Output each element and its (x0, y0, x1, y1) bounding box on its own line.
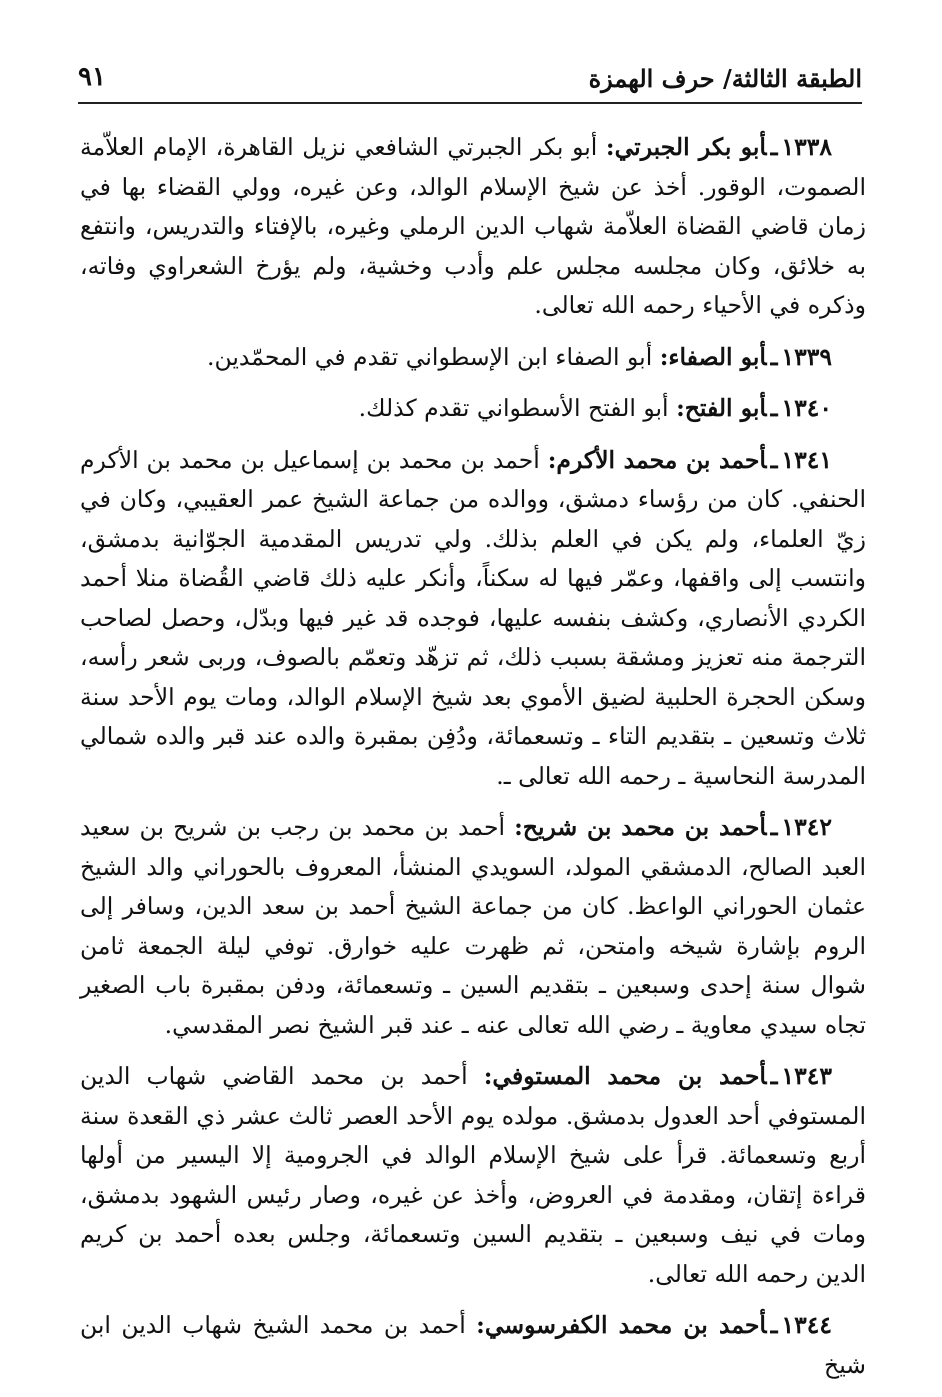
entry-number: ١٣٣٨ (781, 133, 832, 161)
entry-number: ١٣٤٣ (781, 1062, 832, 1090)
entry-text: أحمد بن محمد بن إسماعيل بن محمد بن الأكرم الحنفي. كان من رؤساء دمشق، ووالده من جماعة الشيخ عمر العقيبي، وكان في زيّ العلماء، ولم يكن في العلم بذلك. ولي تدريس المقدمية الجوّانية بدمشق، وانتسب إلى واقفها، وعمّر فيها له سكناً، وأنكر عليه ذلك قاضي القُضاة منلا أحمد الكردي الأنصاري، وكشف بنفسه عليها، فوجده قد غير فيها وبدّل، وحصل لصاحب الترجمة منه تعزيز ومشقة بسبب ذلك، ثم تزهّد وتعمّم بالصوف، وربى شعر رأسه، وسكن الحجرة الحلبية لضيق الأموي بعد شيخ الإسلام الوالد، ومات يوم الأحد سنة ثلاث وتسعين ـ بتقديم التاء ـ وتسعمائة، ودُفِن بمقبرة والده عند قبر والده شمالي المدرسة النحاسية ـ رحمه الله تعالى ـ. (80, 445, 866, 790)
biography-entry: ١٣٤٤ـأحمد بن محمد الكفرسوسي: أحمد بن محمد الشيخ شهاب الدين ابن شيخ (80, 1311, 866, 1379)
entry-text: أبو بكر الجبرتي الشافعي نزيل القاهرة، الإمام العلاّمة الصموت، الوقور. أخذ عن شيخ الإسلام الوالد، وعن غيره، وولي القضاء بها في زمان قاضي القضاة العلاّمة شهاب الدين الرملي وغيره، بالإفتاء والتدريس، وانتفع به خلائق، وكان مجلسه مجلس علم وأدب وخشية، ولم يؤرخ الشعراوي وفاته، وذكره في الأحياء رحمه الله تعالى. (80, 133, 866, 319)
entry-name: أبو الصفاء: (659, 342, 767, 371)
entry-number: ١٣٣٩ (781, 342, 832, 371)
entry-text: أبو الفتح الأسطواني تقدم كذلك. (358, 394, 669, 422)
entry-text: أحمد بن محمد الشيخ شهاب الدين ابن شيخ (80, 1311, 866, 1379)
entry-text: أبو الصفاء ابن الإسطواني تقدم في المحمّدين. (207, 342, 653, 371)
entry-name: أحمد بن محمد الأكرم: (547, 445, 767, 474)
entry-name: أحمد بن محمد المستوفي: (483, 1062, 767, 1090)
entry-name: أحمد بن محمد بن شريح: (514, 813, 767, 841)
running-title: الطبقة الثالثة/ حرف الهمزة (588, 64, 862, 93)
entry-name: أبو الفتح: (676, 394, 767, 422)
biography-entry: ١٣٤٢ـأحمد بن محمد بن شريح: أحمد بن محمد بن رجب بن شريح بن سعيد العبد الصالح، الدمشقي المولد، السويدي المنشأ، المعروف بالحوراني والد الشيخ عثمان الحوراني الواعظ. كان من جماعة الشيخ أحمد بن سعد الدين، وسافر إلى الروم بإشارة شيخه وامتحن، ثم ظهرت عليه خوارق. توفي ليلة الجمعة ثامن شوال سنة إحدى وسبعين ـ بتقديم السين ـ وتسعمائة، ودفن بمقبرة باب الصغير تجاه سيدي معاوية ـ رضي الله تعالى عنه ـ عند قبر الشيخ نصر المقدسي. (80, 813, 866, 1039)
entry-name: أحمد بن محمد الكفرسوسي: (476, 1311, 767, 1339)
entry-text: أحمد بن محمد بن رجب بن شريح بن سعيد العبد الصالح، الدمشقي المولد، السويدي المنشأ، المعروف بالحوراني والد الشيخ عثمان الحوراني الواعظ. كان من جماعة الشيخ أحمد بن سعد الدين، وسافر إلى الروم بإشارة شيخه وامتحن، ثم ظهرت عليه خوارق. توفي ليلة الجمعة ثامن شوال سنة إحدى وسبعين ـ بتقديم السين ـ وتسعمائة، ودفن بمقبرة باب الصغير تجاه سيدي معاوية ـ رضي الله تعالى عنه ـ عند قبر الشيخ نصر المقدسي. (80, 813, 866, 1039)
page-header (78, 52, 862, 104)
page-number: ٩١ (78, 62, 106, 92)
biography-entry: ١٣٤٠ـأبو الفتح: أبو الفتح الأسطواني تقدم كذلك. (358, 394, 832, 422)
biography-entry: ١٣٣٩ـأبو الصفاء: أبو الصفاء ابن الإسطواني تقدم في المحمّدين. (207, 342, 832, 371)
entry-number: ١٣٤١ (781, 445, 832, 474)
biography-entry: ١٣٤٣ـأحمد بن محمد المستوفي: أحمد بن محمد القاضي شهاب الدين المستوفي أحد العدول بدمشق. مولده يوم الأحد العصر ثالث عشر ذي القعدة سنة أربع وتسعمائة. قرأ على شيخ الإسلام الوالد في الجرومية إلا اليسير من أولها قراءة إتقان، ومقدمة في العروض، وأخذ عن غيره، وصار رئيس الشهود بدمشق، ومات في نيف وسبعين ـ بتقديم السين وتسعمائة، وجلس بعده أحمد بن كريم الدين رحمه الله تعالى. (80, 1062, 866, 1288)
page-body (80, 128, 866, 1397)
entry-text: أحمد بن محمد القاضي شهاب الدين المستوفي أحد العدول بدمشق. مولده يوم الأحد العصر ثالث عشر ذي القعدة سنة أربع وتسعمائة. قرأ على شيخ الإسلام الوالد في الجرومية إلا اليسير من أولها قراءة إتقان، ومقدمة في العروض، وأخذ عن غيره، وصار رئيس الشهود بدمشق، ومات في نيف وسبعين ـ بتقديم السين وتسعمائة، وجلس بعده أحمد بن كريم الدين رحمه الله تعالى. (80, 1062, 866, 1288)
entry-number: ١٣٤٠ (781, 394, 832, 422)
entry-name: أبو بكر الجبرتي: (605, 133, 767, 161)
entry-number: ١٣٤٤ (781, 1311, 832, 1339)
entry-number: ١٣٤٢ (781, 813, 832, 841)
biography-entry: ١٣٣٨ـأبو بكر الجبرتي: أبو بكر الجبرتي الشافعي نزيل القاهرة، الإمام العلاّمة الصموت، الوقور. أخذ عن شيخ الإسلام الوالد، وعن غيره، وولي القضاء بها في زمان قاضي القضاة العلاّمة شهاب الدين الرملي وغيره، بالإفتاء والتدريس، وانتفع به خلائق، وكان مجلسه مجلس علم وأدب وخشية، ولم يؤرخ الشعراوي وفاته، وذكره في الأحياء رحمه الله تعالى. (80, 133, 866, 319)
biography-entry: ١٣٤١ـأحمد بن محمد الأكرم: أحمد بن محمد بن إسماعيل بن محمد بن الأكرم الحنفي. كان من رؤساء دمشق، ووالده من جماعة الشيخ عمر العقيبي، وكان في زيّ العلماء، ولم يكن في العلم بذلك. ولي تدريس المقدمية الجوّانية بدمشق، وانتسب إلى واقفها، وعمّر فيها له سكناً، وأنكر عليه ذلك قاضي القُضاة منلا أحمد الكردي الأنصاري، وكشف بنفسه عليها، فوجده قد غير فيها وبدّل، وحصل لصاحب الترجمة منه تعزيز ومشقة بسبب ذلك، ثم تزهّد وتعمّم بالصوف، وربى شعر رأسه، وسكن الحجرة الحلبية لضيق الأموي بعد شيخ الإسلام الوالد، ومات يوم الأحد سنة ثلاث وتسعين ـ بتقديم التاء ـ وتسعمائة، ودُفِن بمقبرة والده عند قبر والده شمالي المدرسة النحاسية ـ رحمه الله تعالى ـ. (80, 445, 866, 790)
